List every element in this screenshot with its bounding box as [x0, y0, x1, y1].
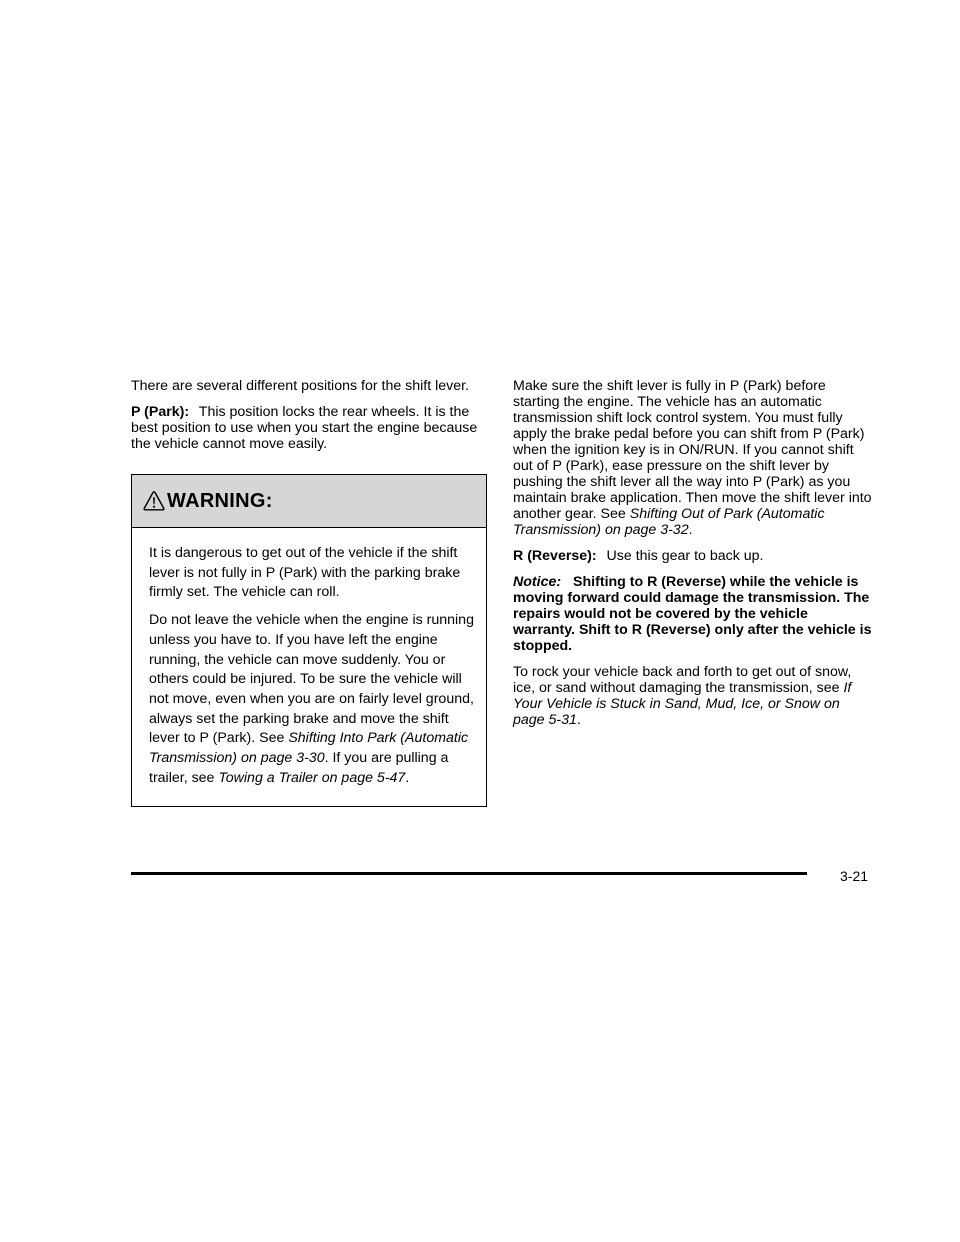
- notice-label: Notice:: [513, 574, 562, 590]
- warning-header: [132, 475, 486, 528]
- shift-lock-text: Make sure the shift lever is fully in P (Park) before starting the engine. The vehicle has an automatic transmission shift lock control system. You must fully apply the brake pedal before you can shift from P (Park) when the ignition key is in ON/RUN. If you cannot shift out of P (Park), ease pressure on the shift lever by pushing the shift lever all the way into P (Park) as you maintain brake application. Then move the shift lever into another gear. See: [513, 378, 872, 522]
- warning-text-c: .: [405, 769, 410, 786]
- park-text: This position locks the rear wheels. It is the best position to use when you start the engine because the vehicle cannot move easily.: [131, 404, 478, 452]
- shift-lock-text-end: .: [688, 522, 693, 538]
- left-column: [131, 378, 487, 807]
- notice-text: Shifting to R (Reverse) while the vehicle is moving forward could damage the transmission. The repairs would not be covered by the vehicle warranty. Shift to R (Reverse) only after the vehicle is stopped.: [513, 574, 872, 654]
- footer-rule: [131, 872, 807, 875]
- warning-triangle-icon: [143, 490, 165, 512]
- warning-body: [132, 528, 486, 806]
- park-label: P (Park):: [131, 404, 190, 420]
- rock-vehicle-paragraph: [513, 664, 873, 728]
- vehicle-stuck-link[interactable]: If Your Vehicle is Stuck in Sand, Mud, Ice, or Snow on page 5-31: [513, 680, 852, 728]
- park-paragraph: [131, 404, 487, 452]
- rock-vehicle-text-end: .: [576, 712, 581, 728]
- shifting-into-park-link[interactable]: Shifting Into Park (Automatic Transmission) on page 3-30: [149, 730, 469, 767]
- warning-text-b: . If you are pulling a trailer, see: [149, 750, 449, 786]
- notice-paragraph: [513, 574, 873, 654]
- page-number: 3-21: [840, 868, 869, 884]
- intro-paragraph: There are several different positions for the shift lever.: [131, 378, 470, 394]
- reverse-text: Use this gear to back up.: [606, 548, 764, 564]
- right-column: [513, 378, 873, 738]
- rock-vehicle-text: To rock your vehicle back and forth to get out of snow, ice, or sand without damaging the transmission, see: [513, 664, 852, 696]
- warning-paragraph-1: It is dangerous to get out of the vehicle if the shift lever is not fully in P (Park) with the parking brake firmly set. The vehicle can roll.: [149, 545, 461, 601]
- shifting-out-of-park-link[interactable]: Shifting Out of Park (Automatic Transmission) on page 3-32: [513, 506, 825, 538]
- warning-title: WARNING:: [167, 490, 273, 512]
- reverse-label: R (Reverse):: [513, 548, 597, 564]
- warning-box: [131, 474, 487, 807]
- towing-trailer-link[interactable]: Towing a Trailer on page 5-47: [218, 769, 406, 786]
- shift-lock-paragraph: [513, 378, 873, 538]
- warning-text-a: Do not leave the vehicle when the engine is running unless you have to. If you have left the engine running, the vehicle can move suddenly. You or others could be injured. To be sure the vehicle will not move, even when you are on fairly level ground, always set the parking brake and move the shift lever to P (Park). See: [149, 612, 474, 747]
- warning-paragraph-2: [149, 611, 474, 788]
- reverse-paragraph: [513, 548, 873, 564]
